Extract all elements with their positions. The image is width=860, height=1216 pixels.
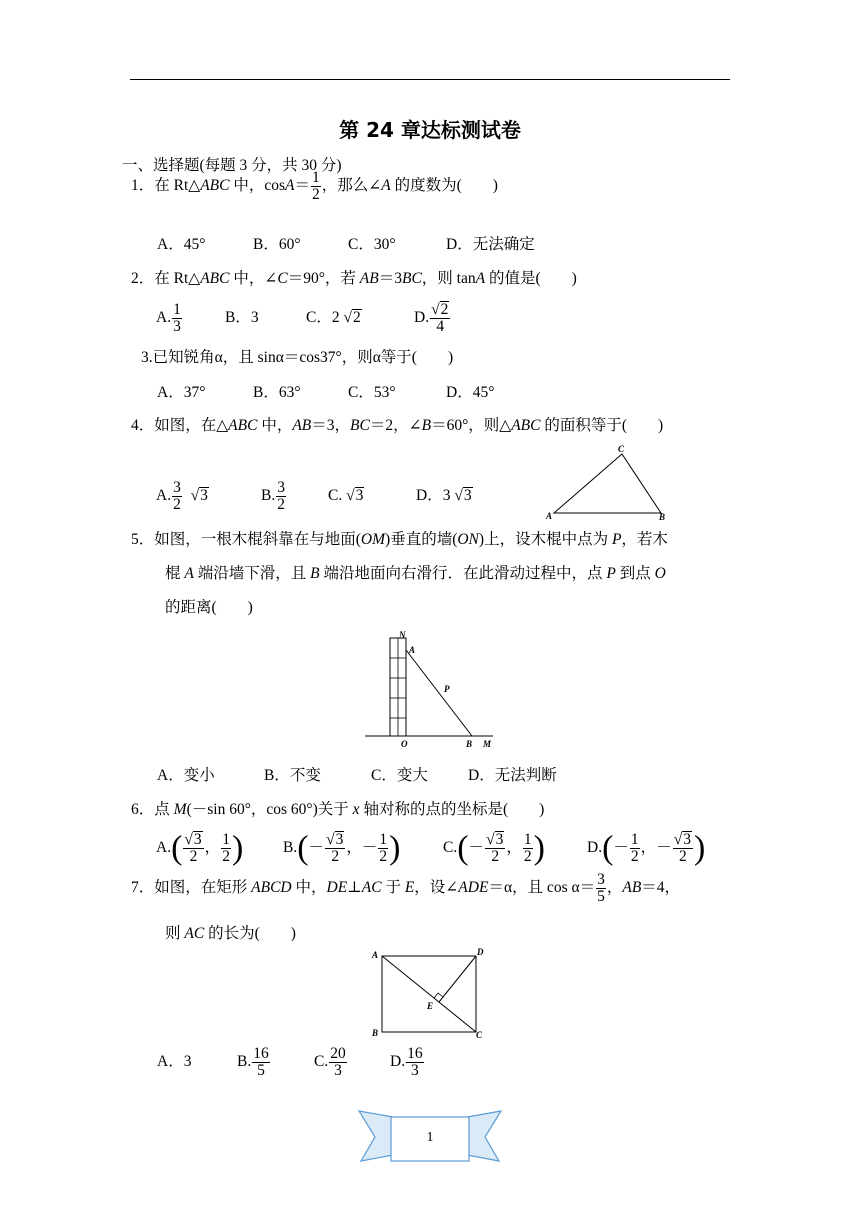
q5-option-b[interactable]: B．不变 — [264, 767, 321, 784]
q2-option-d[interactable]: D. $\frac{√2}{4}$ — [414, 301, 449, 336]
q3-option-b[interactable]: B．63° — [253, 384, 301, 401]
q1-option-c[interactable]: C．30° — [348, 236, 396, 253]
question-5-line-1: 5．如图，一根木棍斜靠在与地面(OM)垂直的墙(ON)上，设木棍中点为 P，若木 — [131, 531, 668, 548]
page-number: 1 — [426, 1130, 434, 1145]
question-5-line-3: 的距离( ) — [165, 599, 253, 616]
question-6: 6．点 M(－sin 60°，cos 60°)关于 x 轴对称的点的坐标是( ) — [131, 801, 545, 818]
q3-option-a[interactable]: A．37° — [157, 384, 206, 401]
question-5-line-2: 棍 A 端沿墙下滑，且 B 端沿地面向右滑行．在此滑动过程中，点 P 到点 O — [165, 565, 666, 582]
q4-option-a[interactable]: A. $\frac{3}{2}$ √3 — [156, 478, 208, 513]
fig-label-b: B — [372, 1028, 379, 1038]
q6-option-a[interactable]: A.( $\frac{√3}{2}$ ， $\frac{1}{2}$ ) — [156, 829, 244, 867]
q5-option-d[interactable]: D．无法判断 — [468, 767, 557, 784]
q6-option-b[interactable]: B.(－ $\frac{√3}{2}$ ，－ $\frac{1}{2}$ ) — [283, 829, 401, 867]
fig-label-a: A — [409, 645, 416, 655]
q7-option-c[interactable]: C. $\frac{20}{3}$ — [314, 1044, 346, 1079]
q7-option-d[interactable]: D. $\frac{16}{3}$ — [390, 1044, 423, 1079]
q1-option-a[interactable]: A．45° — [157, 236, 206, 253]
fig-label-c: C — [476, 1030, 483, 1040]
question-7-line-1: 7．如图，在矩形 ABCD 中，DE⊥AC 于 E，设∠ADE＝α，且 cos α＝ $\frac{3}{5}$ ，AB＝4， — [131, 870, 681, 905]
header-rule — [130, 79, 730, 80]
q4-option-b[interactable]: B. $\frac{3}{2}$ — [261, 478, 285, 513]
q3-option-d[interactable]: D．45° — [446, 384, 495, 401]
page-title: 第 24 章达标测试卷 — [339, 118, 521, 142]
q3-option-c[interactable]: C．53° — [348, 384, 396, 401]
fig-label-b: B — [659, 512, 666, 522]
question-2: 2．在 Rt△ABC 中，∠C＝90°，若 AB＝3BC，则 tanA 的值是( ) — [131, 270, 577, 287]
section-heading: 一、选择题(每题 3 分，共 30 分) — [122, 157, 342, 174]
fig-label-b: B — [466, 739, 473, 749]
fig-label-c: C — [618, 444, 625, 454]
q4-option-c[interactable]: C. √3 — [328, 487, 364, 504]
q7-option-b[interactable]: B. $\frac{16}{5}$ — [237, 1044, 269, 1079]
q4-option-d[interactable]: D．3 √3 — [416, 487, 472, 504]
fig-label-e: E — [427, 1001, 434, 1011]
fig-label-p: P — [444, 684, 450, 694]
question-4: 4．如图，在△ABC 中，AB＝3，BC＝2，∠B＝60°，则△ABC 的面积等于( ) — [131, 417, 664, 434]
question-7-line-2: 则 AC 的长为( ) — [165, 925, 296, 942]
q6-option-c[interactable]: C.(－ $\frac{√3}{2}$ ， $\frac{1}{2}$ ) — [443, 829, 545, 867]
triangle-figure — [540, 440, 680, 530]
q1-option-b[interactable]: B．60° — [253, 236, 301, 253]
question-1: 1．在 Rt△ABC 中，cosA＝ $\frac{1}{2}$ ，那么∠A 的度数为( ) — [131, 168, 498, 203]
q1-option-d[interactable]: D．无法确定 — [446, 236, 535, 253]
q2-option-c[interactable]: C．2 √2 — [306, 309, 361, 326]
fig-label-n: N — [399, 630, 406, 640]
fig-label-m: M — [483, 739, 492, 749]
fig-label-a: A — [372, 950, 379, 960]
q2-option-a[interactable]: A. $\frac{1}{3}$ — [156, 300, 181, 335]
rectangle-figure — [366, 946, 496, 1042]
fraction: $\frac{1}{2}$ — [312, 168, 320, 203]
fig-label-a: A — [546, 511, 553, 521]
fig-label-o: O — [401, 739, 408, 749]
q5-option-c[interactable]: C．变大 — [371, 767, 428, 784]
q6-option-d[interactable]: D.(－ $\frac{1}{2}$ ，－ $\frac{√3}{2}$ ) — [587, 829, 706, 867]
fig-label-d: D — [477, 947, 484, 957]
q2-option-b[interactable]: B．3 — [225, 309, 259, 326]
q7-option-a[interactable]: A．3 — [157, 1053, 192, 1070]
ladder-figure — [360, 628, 500, 750]
question-3: 3.已知锐角α，且 sinα＝cos37°，则α等于( ) — [141, 349, 454, 366]
q5-option-a[interactable]: A．变小 — [157, 767, 215, 784]
